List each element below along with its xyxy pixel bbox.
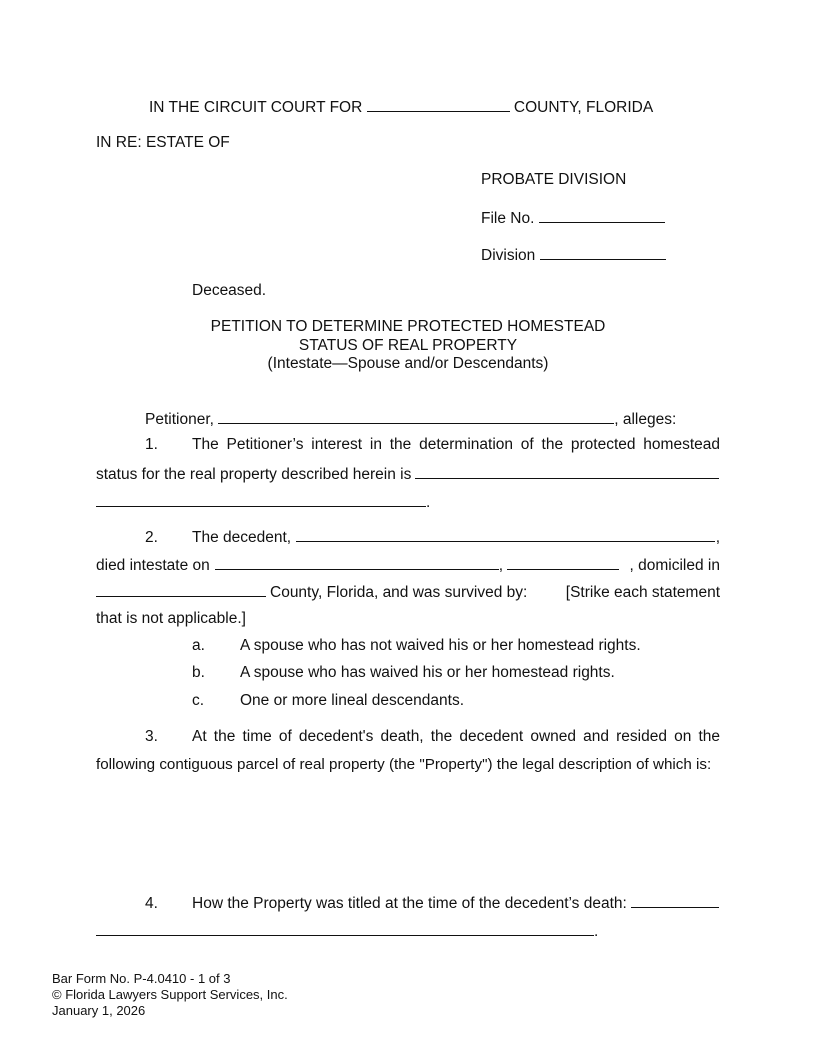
- p2-county-text: County, Florida, and was survived by:: [270, 584, 528, 601]
- list-item-text: A spouse who has not waived his or her homestead rights.: [240, 637, 641, 654]
- petitioner-interest-blank[interactable]: [415, 464, 719, 479]
- p3-line-2: following contiguous parcel of real property (the "Property") the legal description of which is:: [96, 756, 712, 773]
- deceased-label: Deceased.: [192, 282, 267, 299]
- division-line: [481, 245, 666, 265]
- p4-end: .: [594, 923, 599, 940]
- title-line-3: (Intestate—Spouse and/or Descendants): [267, 355, 549, 372]
- p1-line-1: [96, 436, 720, 454]
- list-item: [192, 664, 615, 682]
- p3-number: 3.: [145, 728, 158, 745]
- date-of-death-blank[interactable]: [215, 555, 499, 570]
- file-no-label: File No.: [481, 210, 535, 227]
- county-of-domicile-blank[interactable]: [96, 582, 266, 597]
- list-item-letter: c.: [192, 692, 205, 709]
- p1-text-2: status for the real property described herein is: [96, 466, 412, 483]
- court-header: [149, 97, 653, 117]
- title-line-1: PETITION TO DETERMINE PROTECTED HOMESTEAD: [210, 318, 606, 335]
- court-header-prefix: IN THE CIRCUIT COURT FOR: [149, 99, 363, 116]
- p2-line-4: that is not applicable.]: [96, 610, 246, 627]
- court-header-suffix: COUNTY, FLORIDA: [513, 99, 654, 116]
- footer-date: January 1, 2026: [52, 1003, 146, 1018]
- list-item-text: One or more lineal descendants.: [240, 692, 465, 709]
- petitioner-blank[interactable]: [218, 409, 614, 424]
- division-blank[interactable]: [540, 245, 666, 260]
- decedent-name-blank[interactable]: [296, 527, 715, 542]
- p4-line-1: [96, 893, 720, 913]
- division-label: Division: [481, 247, 536, 264]
- p2-line-1: [96, 527, 720, 547]
- file-no-line: [481, 208, 665, 228]
- year-of-death-blank[interactable]: [507, 555, 619, 570]
- p2-died-label: died intestate on: [96, 557, 210, 574]
- list-item-text: A spouse who has waived his or her homestead rights.: [240, 664, 615, 681]
- p1-line-3: [96, 492, 430, 512]
- title-holding-blank[interactable]: [631, 893, 719, 908]
- p3-line-1: [96, 728, 720, 746]
- petitioner-suffix: , alleges:: [614, 411, 677, 428]
- p4-text: How the Property was titled at the time of the decedent’s death:: [192, 895, 627, 912]
- p2-decedent-label: The decedent,: [192, 529, 292, 546]
- list-item: [192, 637, 641, 655]
- petitioner-label: Petitioner,: [145, 411, 214, 428]
- footer-copyright: © Florida Lawyers Support Services, Inc.: [52, 987, 288, 1002]
- p4-line-2: [96, 921, 598, 941]
- p2-domiciled-label: , domiciled in: [629, 557, 720, 574]
- p2-line-3: [96, 582, 720, 602]
- p2-strike-instruction: [Strike each statement: [565, 584, 720, 601]
- list-item: [192, 692, 464, 710]
- footer-form-number: Bar Form No. P-4.0410 - 1 of 3: [52, 971, 231, 986]
- p2-line-2: died intestate on , , domiciled in: [96, 557, 720, 574]
- p2-number: 2.: [145, 529, 158, 546]
- p3-text: At the time of decedent's death, the decedent owned and resided on the: [192, 728, 720, 745]
- p1-end: .: [426, 494, 431, 511]
- p4-number: 4.: [145, 895, 158, 912]
- list-item-letter: a.: [192, 637, 205, 654]
- p1-number: 1.: [145, 436, 158, 453]
- title-holding-blank-2[interactable]: [96, 921, 594, 936]
- petitioner-interest-blank-2[interactable]: [96, 492, 426, 507]
- petitioner-line: [145, 409, 676, 429]
- p2-comma: ,: [715, 529, 720, 546]
- title-line-2: STATUS OF REAL PROPERTY: [298, 337, 518, 354]
- county-blank[interactable]: [367, 97, 510, 112]
- file-no-blank[interactable]: [539, 208, 665, 223]
- in-re-estate: IN RE: ESTATE OF: [96, 134, 230, 151]
- probate-division: PROBATE DIVISION: [481, 171, 627, 188]
- list-item-letter: b.: [192, 664, 205, 681]
- p1-text: The Petitioner’s interest in the determination of the protected homestead: [192, 436, 720, 453]
- p1-line-2: [96, 464, 720, 484]
